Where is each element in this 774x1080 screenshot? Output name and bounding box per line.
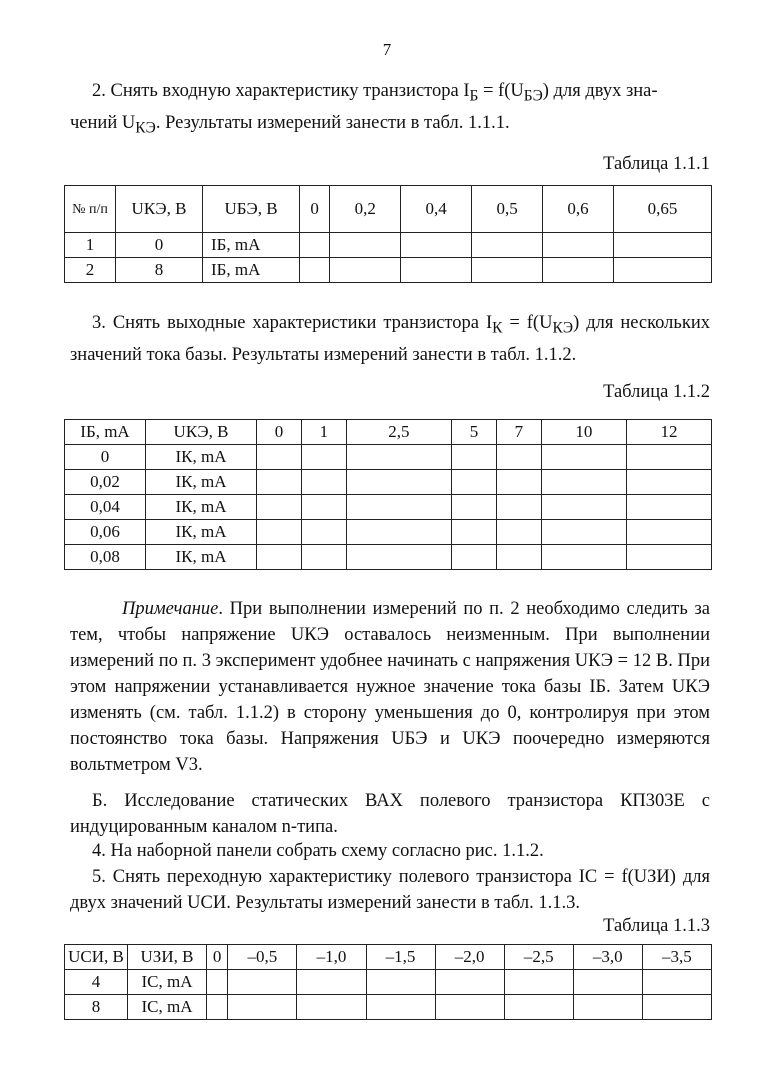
table-cell: IК, mA (146, 495, 257, 520)
table-cell: 1 (65, 233, 116, 258)
table-cell (346, 545, 451, 570)
table-cell: 0,04 (65, 495, 146, 520)
table-cell (472, 233, 543, 258)
table-cell (257, 470, 302, 495)
table-cell (543, 258, 614, 283)
table-cell: IК, mA (146, 545, 257, 570)
table-cell (642, 970, 711, 995)
table-header-row (65, 420, 712, 445)
table-row (65, 258, 712, 283)
table-header-row (65, 186, 712, 233)
table-cell (207, 995, 228, 1020)
table-cell (330, 233, 401, 258)
note-paragraph (70, 596, 710, 778)
table-cell (451, 520, 496, 545)
header-cell: 0 (300, 186, 330, 233)
header-cell: UБЭ, В (203, 186, 300, 233)
table-cell (496, 520, 541, 545)
note-label: Примечание (122, 599, 219, 619)
table-row (65, 995, 712, 1020)
table-cell: 4 (65, 970, 128, 995)
table-header-row (65, 945, 712, 970)
table-cell (257, 495, 302, 520)
table-cell (496, 470, 541, 495)
table-row (65, 495, 712, 520)
header-cell: 1 (301, 420, 346, 445)
table-3-caption: Таблица 1.1.3 (603, 916, 710, 936)
table-cell (541, 495, 626, 520)
table-cell: 0 (116, 233, 203, 258)
table-cell: 0,02 (65, 470, 146, 495)
table-cell (366, 995, 435, 1020)
header-cell: UСИ, В (65, 945, 128, 970)
table-cell (300, 233, 330, 258)
table-cell (613, 233, 711, 258)
table-cell: IК, mA (146, 470, 257, 495)
table-cell (257, 445, 302, 470)
header-cell: –2,0 (435, 945, 504, 970)
header-cell: 0 (207, 945, 228, 970)
table-cell: IБ, mA (203, 258, 300, 283)
table-cell (451, 445, 496, 470)
header-cell: 7 (496, 420, 541, 445)
table-cell (451, 545, 496, 570)
header-cell: –0,5 (228, 945, 297, 970)
table-1-1-3 (64, 944, 712, 1020)
table-cell (626, 495, 711, 520)
table-row (65, 520, 712, 545)
table-cell (543, 233, 614, 258)
table-cell (346, 445, 451, 470)
page-number: 7 (382, 40, 392, 59)
header-cell: 0,5 (472, 186, 543, 233)
header-cell: 0 (257, 420, 302, 445)
note-text: . При выполнении измерений по п. 2 необходимо следить за тем, чтобы напряжение UКЭ оставалось неизменным. При выполнении измерений по п. 3 эксперимент удобнее начинать с напряжения UКЭ = 12 В. При этом напряжении устанавливается нужное значение тока базы IБ. Затем UКЭ изменять (см. табл. 1.1.2) в сторону уменьшения до 0, контролируя при этом постоянство тока базы. Напряжения UБЭ и UКЭ поочередно измеряются вольтметром V3. (70, 599, 710, 775)
table-cell (541, 545, 626, 570)
table-cell (300, 258, 330, 283)
header-cell: IБ, mA (65, 420, 146, 445)
paragraph-3: 3. Снять выходные характеристики транзистора $I_К = f(U_{КЭ})$ для нескольких значений тока базы. Результаты измерений занести в табл. 1.1.2. (70, 313, 710, 365)
table-cell: 8 (116, 258, 203, 283)
table-cell (496, 545, 541, 570)
table-cell (504, 995, 573, 1020)
table-row (65, 470, 712, 495)
table-row (65, 545, 712, 570)
table-cell (301, 545, 346, 570)
table-cell (346, 470, 451, 495)
table-cell: IБ, mA (203, 233, 300, 258)
table-cell (626, 445, 711, 470)
table-cell (573, 995, 642, 1020)
table-cell (504, 970, 573, 995)
table-cell: IС, mA (128, 995, 207, 1020)
table-cell: 2 (65, 258, 116, 283)
table-cell (301, 520, 346, 545)
table-cell (346, 495, 451, 520)
table-cell (346, 520, 451, 545)
table-cell (626, 545, 711, 570)
table-cell (496, 445, 541, 470)
table-cell (257, 520, 302, 545)
table-cell (228, 995, 297, 1020)
paragraph-4: 4. На наборной панели собрать схему согласно рис. 1.1.2. (92, 841, 544, 861)
table-cell (541, 520, 626, 545)
table-cell (496, 495, 541, 520)
table-1-1-1 (64, 185, 712, 283)
header-cell: UКЭ, В (146, 420, 257, 445)
table-cell (297, 995, 366, 1020)
table-cell (301, 495, 346, 520)
table-cell: 0,08 (65, 545, 146, 570)
header-cell: 0,65 (613, 186, 711, 233)
table-1-1-2 (64, 419, 712, 570)
table-cell (435, 970, 504, 995)
table-cell (366, 970, 435, 995)
table-cell (613, 258, 711, 283)
paragraph-2: 2. Снять входную характеристику транзистора $I_Б = f(U_{БЭ})$ для двух зна- чений $U_{КЭ}$. Результаты измерений занести в табл. 1.1.1. (70, 81, 658, 137)
table-cell (330, 258, 401, 283)
table-cell (451, 495, 496, 520)
header-cell: –3,0 (573, 945, 642, 970)
table-2-caption: Таблица 1.1.2 (603, 382, 710, 402)
table-cell (297, 970, 366, 995)
header-cell: UЗИ, В (128, 945, 207, 970)
table-cell (301, 445, 346, 470)
header-cell: 0,6 (543, 186, 614, 233)
header-cell: 5 (451, 420, 496, 445)
table-cell: 8 (65, 995, 128, 1020)
table-cell (228, 970, 297, 995)
table-cell: IС, mA (128, 970, 207, 995)
table-cell (435, 995, 504, 1020)
table-cell: IК, mA (146, 520, 257, 545)
table-cell (573, 970, 642, 995)
table-1-caption: Таблица 1.1.1 (603, 154, 710, 174)
table-cell (472, 258, 543, 283)
table-cell (642, 995, 711, 1020)
table-row (65, 233, 712, 258)
table-row (65, 970, 712, 995)
header-cell: –3,5 (642, 945, 711, 970)
table-cell (626, 520, 711, 545)
table-row (65, 445, 712, 470)
table-cell (401, 233, 472, 258)
paragraph-5: 5. Снять переходную характеристику полевого транзистора IС = f(UЗИ) для двух значений UСИ. Результаты измерений занести в табл. 1.1.3. (70, 867, 710, 913)
table-cell: 0,06 (65, 520, 146, 545)
table-cell (257, 545, 302, 570)
table-cell (207, 970, 228, 995)
table-cell: IК, mA (146, 445, 257, 470)
section-b-heading: Б. Исследование статических ВАХ полевого транзистора КП303Е с индуцированным каналом n-типа. (70, 791, 710, 837)
table-cell (451, 470, 496, 495)
header-cell: –1,0 (297, 945, 366, 970)
table-cell (301, 470, 346, 495)
table-cell (626, 470, 711, 495)
header-cell: –2,5 (504, 945, 573, 970)
header-cell: № п/п (65, 186, 116, 233)
table-cell: 0 (65, 445, 146, 470)
table-cell (541, 445, 626, 470)
header-cell: 0,4 (401, 186, 472, 233)
header-cell: –1,5 (366, 945, 435, 970)
header-cell: 2,5 (346, 420, 451, 445)
header-cell: 0,2 (330, 186, 401, 233)
table-cell (401, 258, 472, 283)
header-cell: 10 (541, 420, 626, 445)
header-cell: UКЭ, В (116, 186, 203, 233)
table-cell (541, 470, 626, 495)
header-cell: 12 (626, 420, 711, 445)
